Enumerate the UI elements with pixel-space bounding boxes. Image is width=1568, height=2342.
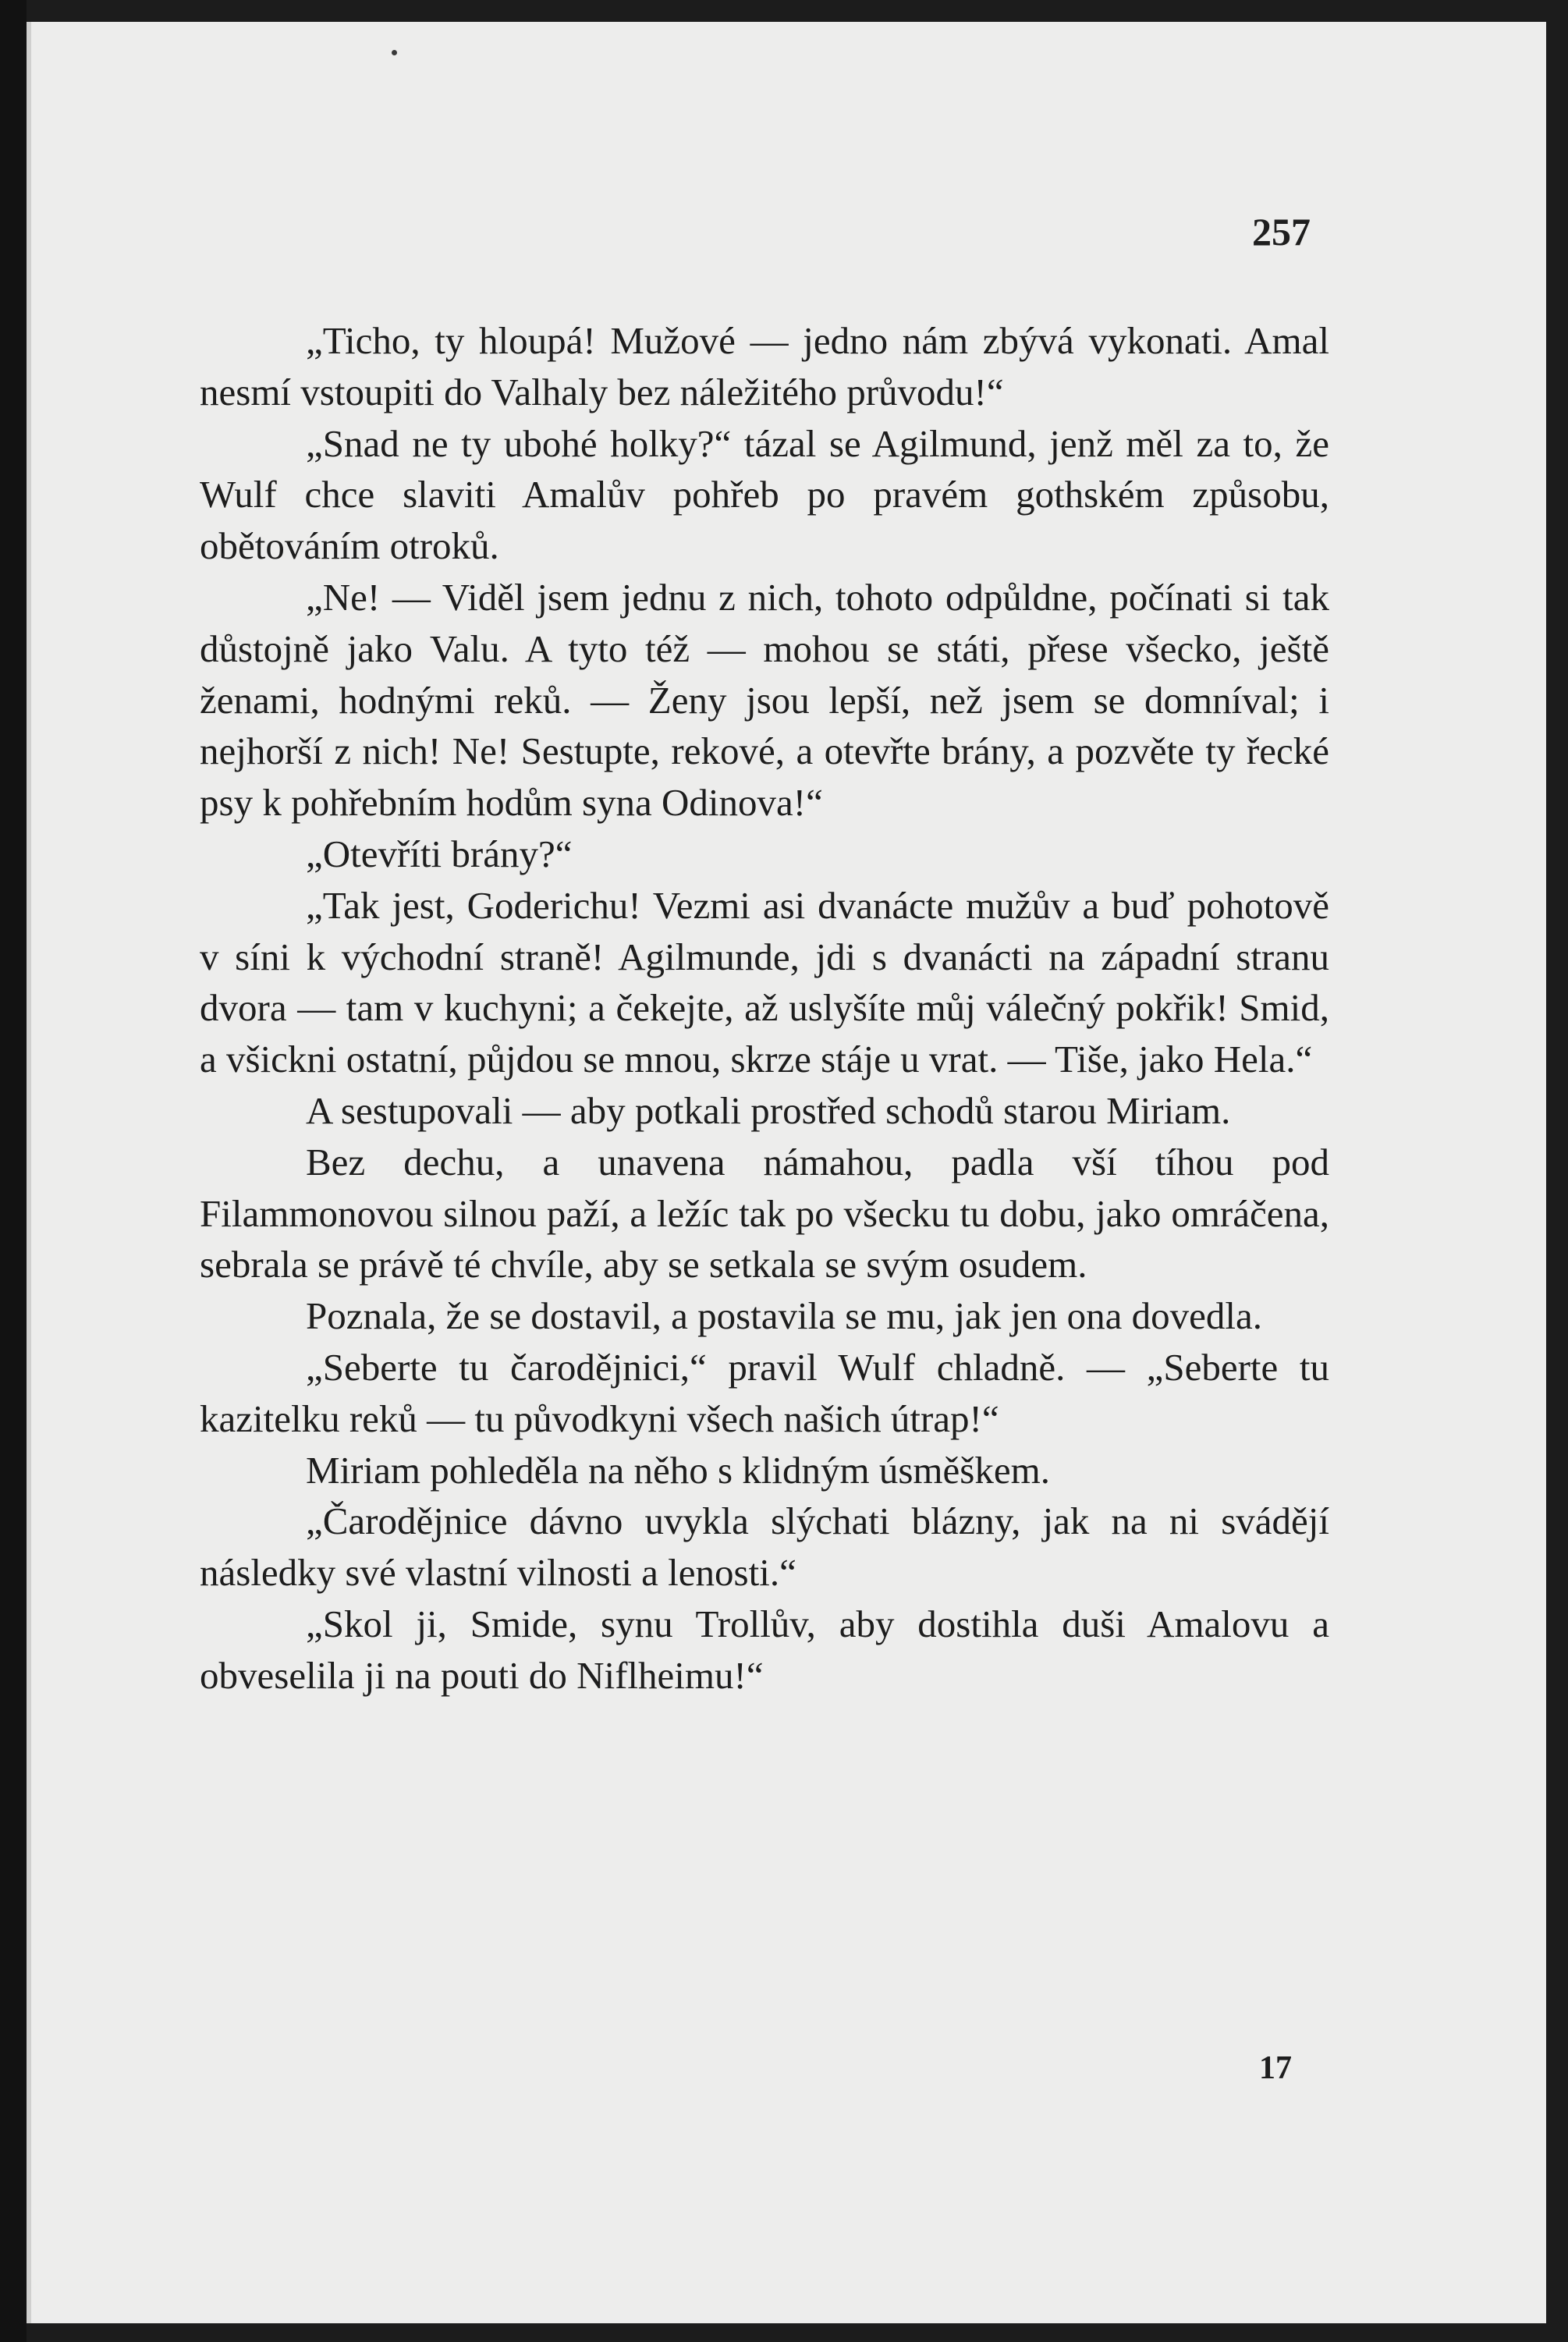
paragraph: „Skol ji, Smide, synu Trollův, aby dostihla duši Amalovu a obveselila ji na pouti do Niflheimu!“ — [200, 1602, 1329, 1697]
paragraph: Bez dechu, a unavena námahou, padla vší tíhou pod Filammonovou silnou paží, a ležíc tak po všecku tu dobu, jako omráčena, sebrala se právě té chvíle, aby se setkala se svým osudem. — [200, 1140, 1329, 1286]
paragraph: Poznala, že se dostavil, a postavila se mu, jak jen ona dovedla. — [306, 1294, 1263, 1338]
paragraph: „Tak jest, Goderichu! Vezmi asi dvanácte mužův a buď pohotově v síni k východní straně! Agilmunde, jdi s dvanácti na západní stranu dvora — tam v kuchyni; a čekejte, až uslyšíte můj válečný pokřik! Smid, a všickni ostatní, půjdou se mnou, skrze stáje u vrat. — Tiše, jako Hela.“ — [200, 883, 1329, 1081]
paragraph: „Seberte tu čarodějnici,“ pravil Wulf chladně. — „Seberte tu kazitelku reků — tu původkyni všech našich útrap!“ — [200, 1345, 1329, 1440]
print-speck — [392, 50, 397, 55]
paragraph: Miriam pohleděla na něho s klidným úsměškem. — [306, 1448, 1050, 1492]
paragraph: A sestupovali — aby potkali prostřed schodů starou Miriam. — [306, 1088, 1231, 1132]
signature-mark: 17 — [1259, 2050, 1292, 2086]
body-text — [200, 315, 1329, 1701]
page-number: 257 — [1252, 210, 1311, 254]
paragraph: „Ticho, ty hloupá! Mužové — jedno nám zbývá vykonati. Amal nesmí vstoupiti do Valhaly bez náležitého průvodu!“ — [200, 319, 1329, 413]
book-binding-edge — [0, 0, 27, 2342]
paragraph: „Čarodějnice dávno uvykla slýchati blázny, jak na ni svádějí následky své vlastní vilnosti a lenosti.“ — [200, 1499, 1329, 1595]
paragraph: „Snad ne ty ubohé holky?“ tázal se Agilmund, jenž měl za to, že Wulf chce slaviti Amalův pohřeb po pravém gothském způsobu, obětováním otroků. — [200, 421, 1329, 568]
paragraph: „Ne! — Viděl jsem jednu z nich, tohoto odpůldne, počínati si tak důstojně jako Valu. A tyto též — mohou se státi, přese všecko, ještě ženami, hodnými reků. — Ženy jsou lepší, než jsem se domníval; i nejhorší z nich! Ne! Sestupte, rekové, a otevřte brány, a pozvěte ty řecké psy k pohřebním hodům syna Odinova!“ — [200, 575, 1329, 825]
paragraph: „Otevříti brány?“ — [306, 832, 573, 875]
